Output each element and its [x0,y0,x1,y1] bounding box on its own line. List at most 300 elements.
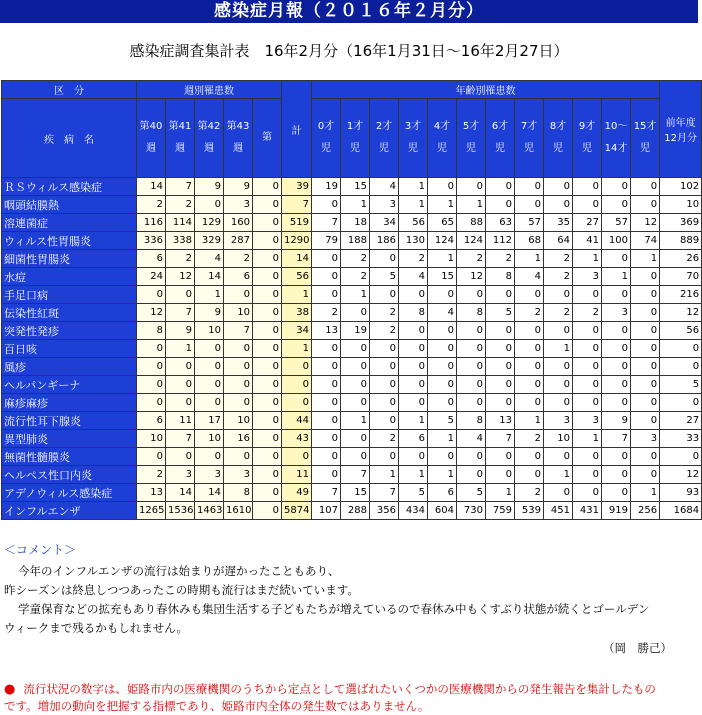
disease-name: 細菌性胃腸炎 [2,250,137,268]
age-cell: 0 [486,358,515,376]
age-cell: 0 [370,286,399,304]
age-cell: 0 [312,358,341,376]
age-cell: 0 [312,448,341,466]
week-cell: 14 [195,268,224,286]
table-row [2,484,702,502]
age-cell: 919 [602,502,631,520]
age-cell: 1 [573,250,602,268]
week-cell: 9 [166,322,195,340]
age-cell: 0 [602,466,631,484]
week-cell: 0 [195,394,224,412]
age-cell: 3 [544,412,573,430]
prev-year-cell: 56 [660,322,702,340]
age-cell: 2 [544,268,573,286]
disclaimer-note [4,681,694,715]
age-cell: 0 [457,466,486,484]
age-cell: 15 [341,178,370,196]
week-cell: 8 [224,484,253,502]
week-cell: 0 [253,232,282,250]
total-cell: 44 [282,412,312,430]
age-cell: 0 [486,340,515,358]
age-cell: 0 [341,304,370,322]
week-cell: 6 [137,250,166,268]
age-cell: 8 [486,268,515,286]
age-cell: 0 [573,448,602,466]
age-cell: 2 [370,304,399,322]
age-cell: 0 [602,394,631,412]
disease-name: 咽頭結膜熱 [2,196,137,214]
total-cell: 0 [282,394,312,412]
week-cell: 0 [166,358,195,376]
age-cell: 1 [399,178,428,196]
age-cell: 1 [544,340,573,358]
age-cell: 0 [573,466,602,484]
age-cell: 0 [631,412,660,430]
table-row [2,178,702,196]
header-age-col: 15才児 [631,99,660,178]
week-cell: 10 [195,430,224,448]
week-cell: 3 [195,466,224,484]
week-cell: 0 [253,430,282,448]
age-cell: 0 [602,376,631,394]
week-cell: 14 [166,484,195,502]
age-cell: 0 [312,466,341,484]
age-cell: 0 [312,286,341,304]
age-cell: 0 [515,466,544,484]
prev-year-cell: 26 [660,250,702,268]
table-row [2,376,702,394]
age-cell: 0 [457,394,486,412]
age-cell: 57 [602,214,631,232]
age-cell: 0 [631,322,660,340]
week-cell: 0 [195,376,224,394]
week-cell: 0 [166,394,195,412]
age-cell: 0 [486,178,515,196]
age-cell: 74 [631,232,660,250]
age-cell: 0 [631,178,660,196]
total-cell: 39 [282,178,312,196]
age-cell: 0 [486,286,515,304]
age-cell: 63 [486,214,515,232]
week-cell: 0 [224,340,253,358]
age-cell: 15 [428,268,457,286]
total-cell: 1 [282,340,312,358]
age-cell: 0 [602,178,631,196]
age-cell: 10 [544,430,573,448]
week-cell: 14 [137,178,166,196]
total-cell: 34 [282,322,312,340]
disease-name: 突発性発疹 [2,322,137,340]
age-cell: 1 [399,196,428,214]
total-cell: 14 [282,250,312,268]
age-cell: 0 [370,394,399,412]
total-cell: 49 [282,484,312,502]
week-cell: 0 [253,340,282,358]
age-cell: 0 [312,268,341,286]
disease-name: インフルエンザ [2,502,137,520]
age-cell: 4 [428,304,457,322]
prev-year-cell: 70 [660,268,702,286]
age-cell: 8 [457,412,486,430]
age-cell: 0 [312,196,341,214]
header-total: 計 [282,81,312,178]
week-cell: 0 [253,196,282,214]
prev-year-cell: 10 [660,196,702,214]
age-cell: 1 [428,250,457,268]
age-cell: 0 [602,250,631,268]
week-cell: 16 [224,430,253,448]
age-cell: 7 [312,214,341,232]
week-cell: 0 [166,376,195,394]
prev-year-cell: 0 [660,358,702,376]
age-cell: 0 [341,430,370,448]
total-cell: 0 [282,376,312,394]
age-cell: 1 [428,466,457,484]
table-row [2,430,702,448]
age-cell: 451 [544,502,573,520]
age-cell: 1 [341,412,370,430]
week-cell: 0 [253,304,282,322]
age-cell: 4 [370,178,399,196]
week-cell: 13 [137,484,166,502]
age-cell: 0 [515,286,544,304]
age-cell: 0 [573,196,602,214]
age-cell: 1 [544,466,573,484]
disease-name: 無菌性髄膜炎 [2,448,137,466]
age-cell: 2 [399,250,428,268]
age-cell: 0 [573,376,602,394]
age-cell: 13 [486,412,515,430]
total-cell: 5874 [282,502,312,520]
table-row [2,250,702,268]
week-cell: 2 [166,250,195,268]
age-cell: 2 [312,304,341,322]
age-cell: 0 [631,358,660,376]
week-cell: 1536 [166,502,195,520]
age-cell: 0 [486,448,515,466]
header-week: 第43週 [224,99,253,178]
age-cell: 68 [515,232,544,250]
age-cell: 0 [573,322,602,340]
age-cell: 0 [544,484,573,502]
disease-name: 麻疹麻疹 [2,394,137,412]
age-cell: 0 [341,340,370,358]
age-cell: 0 [428,340,457,358]
prev-year-cell: 12 [660,466,702,484]
age-cell: 8 [457,304,486,322]
age-cell: 0 [631,268,660,286]
age-cell: 0 [457,358,486,376]
header-age-col: 10〜14才 [602,99,631,178]
age-cell: 0 [457,376,486,394]
age-cell: 1 [515,412,544,430]
week-cell: 17 [195,412,224,430]
age-cell: 15 [341,484,370,502]
age-cell: 0 [428,448,457,466]
age-cell: 604 [428,502,457,520]
week-cell: 1610 [224,502,253,520]
week-cell: 3 [224,196,253,214]
age-cell: 0 [399,448,428,466]
week-cell: 0 [224,376,253,394]
age-cell: 0 [515,340,544,358]
age-cell: 2 [457,250,486,268]
age-cell: 0 [631,304,660,322]
total-cell: 43 [282,430,312,448]
age-cell: 0 [312,250,341,268]
age-cell: 539 [515,502,544,520]
header-age-col: 5才児 [457,99,486,178]
age-cell: 0 [544,178,573,196]
week-cell: 0 [195,358,224,376]
age-cell: 1 [370,466,399,484]
age-cell: 730 [457,502,486,520]
age-cell: 57 [515,214,544,232]
age-cell: 5 [457,484,486,502]
age-cell: 0 [515,376,544,394]
age-cell: 3 [573,268,602,286]
week-cell: 329 [195,232,224,250]
age-cell: 431 [573,502,602,520]
age-cell: 0 [370,448,399,466]
table-row [2,358,702,376]
age-cell: 4 [515,268,544,286]
age-cell: 56 [399,214,428,232]
age-cell: 2 [370,322,399,340]
age-cell: 7 [370,484,399,502]
table-row [2,304,702,322]
age-cell: 34 [370,214,399,232]
week-cell: 0 [253,358,282,376]
week-cell: 12 [166,268,195,286]
age-cell: 0 [370,358,399,376]
age-cell: 5 [370,268,399,286]
age-cell: 0 [631,394,660,412]
comment-line-2: 昨シーズンは終息しつつあったこの時期も流行はまだ続いています。 [4,583,359,597]
header-weekly: 週別罹患数 [137,81,282,99]
header-age-col: 3才児 [399,99,428,178]
age-cell: 2 [544,250,573,268]
age-cell: 0 [544,394,573,412]
age-cell: 186 [370,232,399,250]
age-cell: 0 [515,448,544,466]
age-cell: 0 [399,394,428,412]
age-cell: 27 [573,214,602,232]
age-cell: 0 [428,358,457,376]
age-cell: 124 [457,232,486,250]
week-cell: 0 [253,322,282,340]
age-cell: 1 [457,196,486,214]
week-cell: 14 [195,484,224,502]
week-cell: 0 [137,286,166,304]
week-cell: 1 [166,340,195,358]
week-cell: 160 [224,214,253,232]
comment-heading: ＜コメント＞ [4,543,77,557]
age-cell: 2 [515,484,544,502]
age-cell: 0 [312,340,341,358]
header-age: 年齢別罹患数 [312,81,660,99]
age-cell: 12 [631,214,660,232]
week-cell: 0 [253,502,282,520]
age-cell: 0 [399,340,428,358]
week-cell: 0 [253,376,282,394]
week-cell: 0 [137,340,166,358]
age-cell: 0 [515,322,544,340]
header-category: 区 分 [2,81,137,99]
header-week: 第40週 [137,99,166,178]
age-cell: 0 [515,178,544,196]
week-cell: 3 [224,466,253,484]
week-cell: 12 [137,304,166,322]
age-cell: 7 [602,430,631,448]
prev-year-cell: 0 [660,394,702,412]
disease-name: 伝染性紅斑 [2,304,137,322]
age-cell: 2 [515,430,544,448]
header-age-col: 4才児 [428,99,457,178]
total-cell: 1 [282,286,312,304]
age-cell: 3 [370,196,399,214]
disease-name: 水痘 [2,268,137,286]
header-prev-year: 前年度 12月分 [660,81,702,178]
age-cell: 0 [573,286,602,304]
week-cell: 0 [253,466,282,484]
age-cell: 0 [544,286,573,304]
table-row [2,448,702,466]
age-cell: 0 [428,394,457,412]
age-cell: 107 [312,502,341,520]
week-cell: 0 [253,268,282,286]
week-cell: 1 [195,286,224,304]
age-cell: 0 [399,322,428,340]
prev-year-cell: 0 [660,448,702,466]
week-cell: 0 [253,214,282,232]
header-age-col: 0才児 [312,99,341,178]
age-cell: 0 [399,358,428,376]
disease-name: ＲＳウィルス感染症 [2,178,137,196]
age-cell: 4 [457,430,486,448]
age-cell: 0 [602,196,631,214]
disease-name: 流行性耳下腺炎 [2,412,137,430]
age-cell: 5 [399,484,428,502]
total-cell: 1290 [282,232,312,250]
table-row [2,268,702,286]
table-row [2,502,702,520]
age-cell: 0 [457,340,486,358]
comment-author: （岡 勝己） [603,641,672,655]
age-cell: 5 [428,412,457,430]
total-cell: 519 [282,214,312,232]
header-week: 第41週 [166,99,195,178]
comment-line-1: 今年のインフルエンザの流行は始まりが遅かったこともあり、 [18,564,340,578]
prev-year-cell: 93 [660,484,702,502]
age-cell: 0 [486,394,515,412]
age-cell: 0 [486,196,515,214]
table-row [2,340,702,358]
disease-name: 風疹 [2,358,137,376]
week-cell: 24 [137,268,166,286]
age-cell: 256 [631,502,660,520]
header-age-col: 9才児 [573,99,602,178]
age-cell: 0 [602,322,631,340]
age-cell: 0 [370,376,399,394]
week-cell: 10 [224,304,253,322]
week-cell: 287 [224,232,253,250]
header-age-col: 8才児 [544,99,573,178]
header-age-col: 2才児 [370,99,399,178]
age-cell: 41 [573,232,602,250]
age-cell: 0 [602,358,631,376]
age-cell: 0 [602,484,631,502]
age-cell: 0 [573,340,602,358]
week-cell: 3 [166,466,195,484]
prev-year-cell: 5 [660,376,702,394]
age-cell: 0 [544,322,573,340]
age-cell: 0 [486,376,515,394]
age-cell: 0 [370,250,399,268]
table-row [2,286,702,304]
table-row [2,196,702,214]
age-cell: 0 [428,376,457,394]
week-cell: 0 [195,340,224,358]
age-cell: 130 [399,232,428,250]
age-cell: 100 [602,232,631,250]
age-cell: 5 [486,304,515,322]
prev-year-cell: 889 [660,232,702,250]
week-cell: 0 [224,448,253,466]
age-cell: 0 [573,484,602,502]
table-row [2,466,702,484]
age-cell: 0 [428,286,457,304]
header-disease: 疾 病 名 [2,99,137,178]
age-cell: 7 [341,466,370,484]
comment-line-3: 学童保育などの拡充もあり春休みも集団生活する子どもたちが増えているので春休み中もくすぶり状態が続くとゴールデン [18,602,650,616]
week-cell: 1265 [137,502,166,520]
age-cell: 0 [573,178,602,196]
age-cell: 0 [428,322,457,340]
age-cell: 3 [602,304,631,322]
age-cell: 1 [399,412,428,430]
age-cell: 0 [573,394,602,412]
week-cell: 0 [253,394,282,412]
header-age-col: 7才児 [515,99,544,178]
week-cell: 6 [137,412,166,430]
age-cell: 13 [312,322,341,340]
comment-line-4: ウィークまで残るかもしれません。 [4,621,188,635]
age-cell: 112 [486,232,515,250]
age-cell: 2 [573,304,602,322]
age-cell: 0 [602,340,631,358]
week-cell: 0 [253,412,282,430]
age-cell: 0 [399,286,428,304]
table-row [2,412,702,430]
header-week: 第 [253,99,282,178]
age-cell: 0 [457,322,486,340]
disease-name: アデノウィルス感染症 [2,484,137,502]
disease-name: 百日咳 [2,340,137,358]
table-row [2,322,702,340]
age-cell: 0 [341,358,370,376]
total-cell: 56 [282,268,312,286]
prev-year-cell: 1684 [660,502,702,520]
age-cell: 65 [428,214,457,232]
age-cell: 9 [602,412,631,430]
week-cell: 1463 [195,502,224,520]
week-cell: 8 [137,322,166,340]
week-cell: 0 [224,286,253,304]
age-cell: 18 [341,214,370,232]
age-cell: 0 [457,448,486,466]
age-cell: 0 [544,196,573,214]
